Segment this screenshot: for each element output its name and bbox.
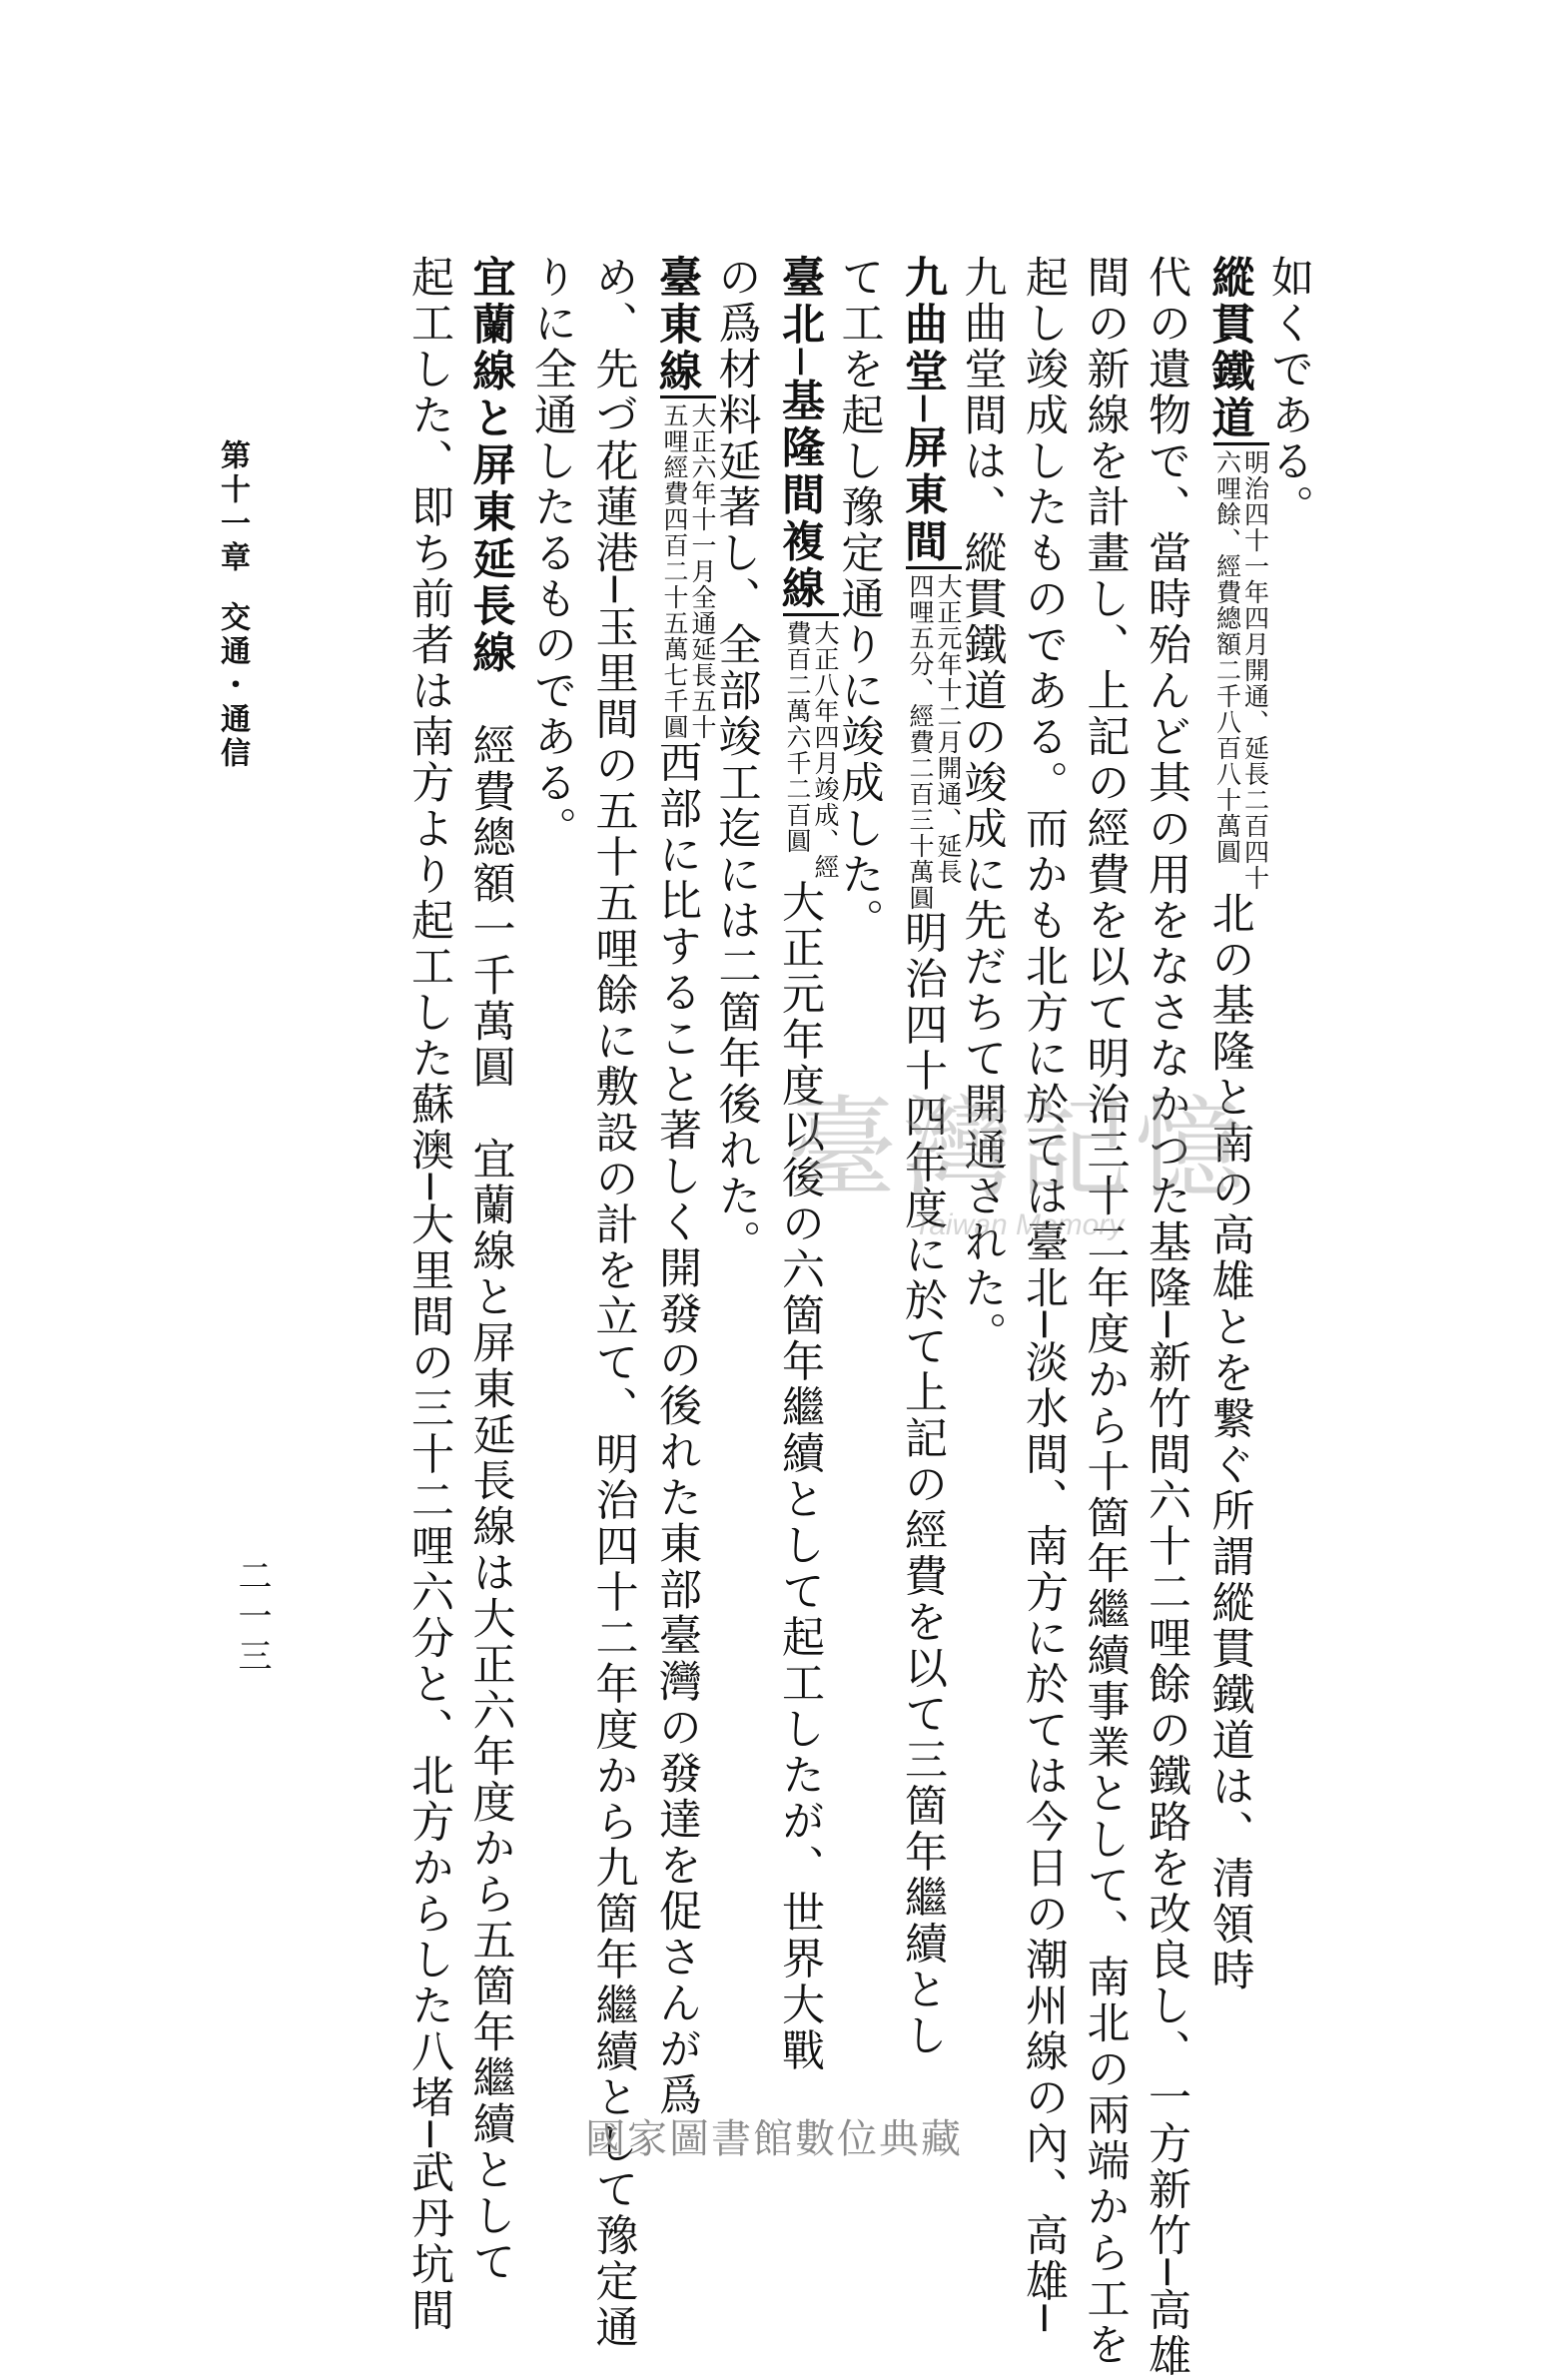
body-text: りに全通したるものである。 [527, 255, 577, 852]
note-line: 大正元年十二月開通、延長 [934, 572, 963, 885]
section-heading: 縱貫鐵道 [1204, 255, 1255, 442]
body-text: 起工した、即ち前者は南方より起工した蘇澳─大里間の三十二哩六分と、北方からした八堵─武丹坑間 [404, 255, 454, 2334]
note-line: 大正八年四月竣成、經 [811, 619, 840, 880]
text-column [588, 255, 639, 2351]
note-line: 大正六年十一月全通延長五十 [688, 402, 717, 740]
inline-note [906, 566, 962, 911]
section-heading: 臺東線 [652, 255, 702, 396]
watermark-text: 臺灣記憶 [787, 1085, 1250, 1212]
section-heading: 臺北─基隆間複線 [775, 255, 825, 613]
text-column [465, 255, 516, 2285]
body-text: 明治四十四年度に於て上記の經費を以て三箇年繼續とし [898, 910, 948, 2059]
note-line: 五哩經費四百二十五萬七千圓 [660, 402, 689, 740]
page-number: 二一三 [232, 1558, 272, 1678]
library-credit: 國家圖書館數位典藏 [585, 2116, 963, 2162]
text-column [406, 255, 452, 2334]
text-column [1021, 255, 1067, 2334]
section-heading: 九曲堂─屏東間 [898, 255, 948, 566]
text-column [652, 255, 724, 2118]
chapter-title: 交通・通信 [215, 601, 250, 771]
watermark-subtext: Taiwan Memory [913, 1208, 1125, 1241]
body-text: 九曲堂間は、縱貫鐵道の竣成に先だちて開通された。 [957, 255, 1008, 1357]
note-line: 四哩五分、經費二百三十萬圓 [906, 572, 935, 911]
running-footer [210, 439, 254, 771]
body-text: 間の新線を計畫し、上記の經費を以て明治三十二年度から十箇年繼續事業として、南北の兩端から工を [1080, 255, 1131, 2368]
section-heading: 宜蘭線と屏東延長線 [465, 255, 516, 677]
note-line: 六哩餘、經費總額二千八百八十萬圓 [1212, 449, 1242, 865]
note-line: 費百二萬六千二百圓 [783, 619, 812, 854]
body-text: の爲材料延著し、全部竣工迄には二箇年後れた。 [711, 255, 762, 1265]
body-text: て工を起し豫定通りに竣成した。 [834, 255, 885, 944]
body-text: 西部に比すること著しく開發の後れた東部臺灣の發達を促さんが爲 [652, 740, 702, 2118]
body-text: 北の基隆と南の高雄とを繋ぐ所謂縱貫鐵道は、清領時 [1204, 891, 1255, 1993]
text-column [529, 255, 575, 852]
inline-note [783, 613, 839, 880]
body-text: 如くである。 [1264, 255, 1314, 530]
watermark [759, 1085, 1278, 1258]
text-column [1080, 255, 1131, 2368]
inline-note [1213, 442, 1269, 891]
body-text: 經費總額一千萬圓 宜蘭線と屏東延長線は大正六年度から五箇年繼續として [465, 677, 516, 2285]
body-text: 大正元年度以後の六箇年繼續として起工したが、世界大戰 [775, 879, 825, 2074]
body-text: め、先づ花蓮港─玉里間の五十五哩餘に敷設の計を立て、明治四十二年度から九箇年繼續として豫定通 [588, 255, 639, 2351]
chapter-number: 第十一章 [215, 439, 250, 575]
body-text: 代の遺物で、當時殆んど其の用をなさなかつた基隆─新竹間六十二哩餘の鐵路を改良し、一方新竹─高雄 [1142, 255, 1191, 2380]
note-line: 明治四十一年四月開通、延長二百四十 [1240, 449, 1270, 891]
body-text: 起し竣成したものである。而かも北方に於ては臺北─淡水間、南方に於ては今日の潮州線の內、高雄─ [1019, 255, 1069, 2334]
text-column [1144, 255, 1189, 2380]
inline-note [660, 396, 716, 740]
